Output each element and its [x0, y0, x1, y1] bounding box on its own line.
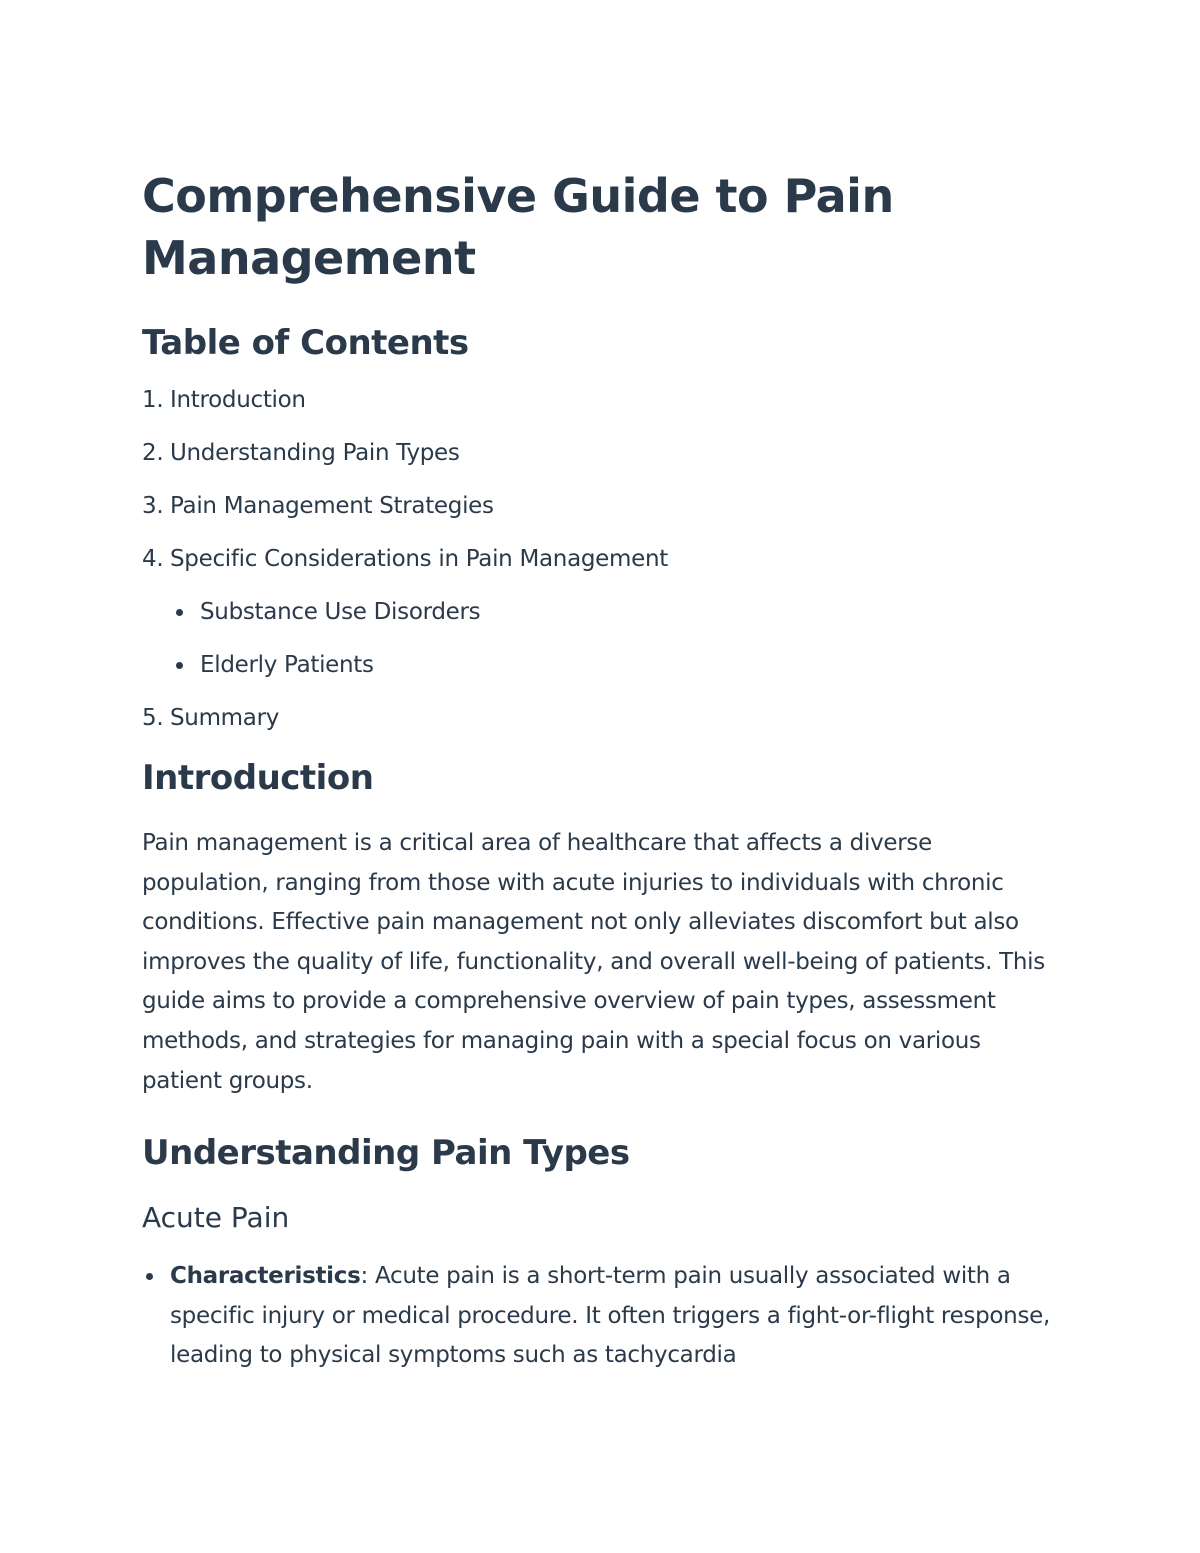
toc-item-number: 2. — [142, 440, 164, 466]
toc-item-number: 4. — [142, 546, 164, 572]
toc-item-label: Pain Management Strategies — [170, 493, 494, 519]
document-page — [142, 165, 1062, 1376]
toc-item-summary[interactable] — [142, 703, 1062, 733]
acute-pain-heading: Acute Pain — [142, 1201, 290, 1235]
toc-item-label: Specific Considerations in Pain Management — [170, 546, 668, 572]
toc-item-label: Summary — [170, 705, 280, 731]
toc-item-introduction[interactable] — [142, 385, 1062, 415]
list-item — [142, 1257, 1062, 1376]
introduction-heading: Introduction — [142, 758, 374, 798]
document-title: Comprehensive Guide to Pain Management — [142, 169, 894, 285]
toc-heading: Table of Contents — [142, 323, 469, 363]
bullet-text: : Acute pain is a short-term pain usually associated with a specific injury or medical procedure. It often triggers a fight-or-flight response, leading to physical symptoms such as tachycardia — [170, 1263, 1050, 1369]
toc-subitem-elderly-patients[interactable]: Elderly Patients — [172, 650, 1062, 680]
acute-pain-list — [142, 1257, 1062, 1376]
bullet-label: Characteristics — [170, 1263, 361, 1290]
toc-item-understanding-pain-types[interactable] — [142, 438, 1062, 468]
toc-item-pain-management-strategies[interactable] — [142, 491, 1062, 521]
toc-item-number: 5. — [142, 705, 164, 731]
toc-item-number: 3. — [142, 493, 164, 519]
toc-item-label: Introduction — [170, 387, 306, 413]
toc-subitems — [142, 597, 1062, 680]
introduction-paragraph: Pain management is a critical area of healthcare that affects a diverse population, ranging from those with acute injuries to individuals with chronic conditions. Effective pain management not only alleviates discomfort but also improves the quality of life, functionality, and overall well-being of patients. This guide aims to provide a comprehensive overview of pain types, assessment methods, and strategies for managing pain with a special focus on various patient groups. — [142, 830, 1045, 1094]
toc-item-label: Understanding Pain Types — [170, 440, 460, 466]
toc-sublist — [142, 597, 1062, 680]
toc-item-specific-considerations[interactable] — [142, 544, 1062, 574]
table-of-contents — [142, 385, 1062, 733]
pain-types-heading: Understanding Pain Types — [142, 1133, 630, 1174]
toc-subitem-substance-use[interactable]: Substance Use Disorders — [172, 597, 1062, 627]
toc-item-number: 1. — [142, 387, 164, 413]
